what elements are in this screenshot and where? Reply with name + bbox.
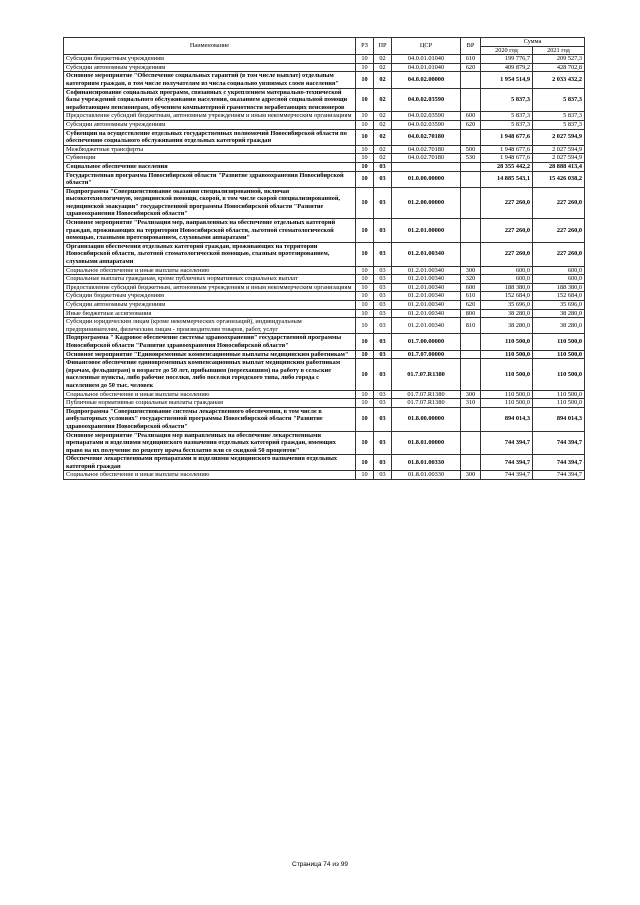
cell-name: Субсидии бюджетным учреждениям [64,55,356,64]
cell-rz: 10 [356,334,374,350]
cell-vr: 600 [461,283,481,292]
table-row [64,145,585,154]
cell-2021: 188 380,0 [533,283,585,292]
cell-csr: 01.2.01.00340 [392,309,461,318]
cell-vr [461,359,481,390]
cell-rz: 10 [356,112,374,121]
cell-vr: 500 [461,145,481,154]
table-body [64,55,585,480]
cell-vr [461,242,481,266]
cell-2021: 428 702,8 [533,63,585,72]
cell-2020: 1 954 514,9 [481,72,533,88]
cell-name: Субвенции на осуществление отдельных государственных полномочий Новосибирской области по обеспечению социального обслуживания отдельных категорий граждан [64,129,356,145]
table-row [64,55,585,64]
cell-2021: 110 500,0 [533,350,585,359]
cell-rz: 10 [356,309,374,318]
cell-rz: 10 [356,431,374,455]
cell-name: Публичные нормативные социальные выплаты гражданам [64,399,356,408]
table-row [64,63,585,72]
cell-name: Субсидии бюджетным учреждениям [64,292,356,301]
cell-csr: 01.7.00.00000 [392,334,461,350]
cell-rz: 10 [356,55,374,64]
cell-rz: 10 [356,154,374,163]
cell-csr: 04.0.02.03590 [392,88,461,112]
cell-vr: 620 [461,63,481,72]
table-row [64,162,585,171]
cell-2020: 1 948 677,6 [481,145,533,154]
table-row [64,350,585,359]
cell-pr: 03 [374,292,392,301]
cell-2020: 600,0 [481,275,533,284]
cell-2021: 110 500,0 [533,399,585,408]
cell-csr: 01.2.01.00000 [392,219,461,243]
cell-pr: 03 [374,309,392,318]
cell-2020: 199 776,7 [481,55,533,64]
cell-vr: 800 [461,309,481,318]
cell-pr: 03 [374,242,392,266]
cell-2020: 152 684,0 [481,292,533,301]
table-row [64,187,585,218]
cell-pr: 02 [374,88,392,112]
table-row [64,334,585,350]
cell-rz: 10 [356,266,374,275]
table-row [64,266,585,275]
cell-2021: 600,0 [533,266,585,275]
table-row [64,309,585,318]
cell-vr: 530 [461,154,481,163]
table-row [64,431,585,455]
table-row [64,283,585,292]
cell-csr: 01.2.01.00340 [392,275,461,284]
cell-csr: 01.2.01.00340 [392,283,461,292]
cell-pr: 02 [374,129,392,145]
cell-pr: 03 [374,171,392,187]
cell-pr: 03 [374,390,392,399]
cell-2020: 600,0 [481,266,533,275]
cell-vr: 300 [461,471,481,480]
table-row [64,112,585,121]
cell-csr: 04.0.02.70180 [392,154,461,163]
cell-pr: 03 [374,399,392,408]
cell-2021: 227 260,0 [533,242,585,266]
cell-2020: 35 696,0 [481,301,533,310]
table-row [64,171,585,187]
cell-2020: 5 837,3 [481,112,533,121]
cell-name: Подпрограмма "Совершенствование оказания специализированной, включая высокотехнологичную, медицинской помощи, скорой, в том числе скорой специализированной, медицинской эвакуации" государственной программы Новосибирской области "Развитие здравоохранения Новосибирской области" [64,187,356,218]
cell-rz: 10 [356,219,374,243]
cell-vr: 610 [461,292,481,301]
cell-rz: 10 [356,145,374,154]
table-row [64,407,585,431]
cell-pr: 02 [374,72,392,88]
cell-rz: 10 [356,359,374,390]
cell-name: Обеспечение лекарственными препаратами и изделиями медицинского назначения отдельных категорий граждан [64,455,356,471]
cell-csr: 01.8.01.00000 [392,431,461,455]
cell-csr: 01.7.07.R1380 [392,359,461,390]
cell-2020: 38 280,0 [481,318,533,334]
cell-rz: 10 [356,63,374,72]
cell-2020: 110 500,0 [481,399,533,408]
cell-pr: 03 [374,187,392,218]
cell-csr [392,162,461,171]
cell-name: Социальное обеспечение и иные выплаты населению [64,390,356,399]
cell-name: Социальное обеспечение населения [64,162,356,171]
cell-rz: 10 [356,292,374,301]
cell-pr: 02 [374,55,392,64]
cell-name: Предоставление субсидий бюджетным, автономным учреждениям и иным некоммерческим организациям [64,283,356,292]
cell-rz: 10 [356,242,374,266]
cell-name: Предоставление субсидий бюджетным, автономным учреждениям и иным некоммерческим организациям [64,112,356,121]
col-header-2020: 2020 год [481,46,533,55]
cell-2021: 2 027 594,9 [533,145,585,154]
cell-2021: 227 260,0 [533,219,585,243]
cell-csr: 01.8.01.00330 [392,471,461,480]
cell-rz: 10 [356,72,374,88]
cell-csr: 04.0.01.01040 [392,63,461,72]
cell-2021: 38 280,0 [533,309,585,318]
cell-2020: 227 260,0 [481,219,533,243]
cell-2020: 227 260,0 [481,187,533,218]
cell-vr [461,72,481,88]
cell-rz: 10 [356,88,374,112]
cell-pr: 03 [374,455,392,471]
col-header-rz: РЗ [356,38,374,55]
cell-csr: 01.8.01.00330 [392,455,461,471]
table-row [64,129,585,145]
table-row [64,390,585,399]
cell-csr: 01.2.01.00340 [392,301,461,310]
cell-name: Социальные выплаты гражданам, кроме публичных нормативных социальных выплат [64,275,356,284]
cell-pr: 02 [374,145,392,154]
table-header-row [64,38,585,47]
cell-name: Субсидии автономным учреждениям [64,120,356,129]
cell-2020: 5 837,3 [481,88,533,112]
cell-2021: 15 426 038,2 [533,171,585,187]
cell-csr: 04.0.02.70180 [392,129,461,145]
cell-rz: 10 [356,171,374,187]
cell-vr: 320 [461,275,481,284]
cell-csr: 01.7.07.00000 [392,350,461,359]
cell-2021: 2 027 594,9 [533,154,585,163]
cell-pr: 02 [374,63,392,72]
cell-2021: 28 888 413,4 [533,162,585,171]
cell-name: Субсидии юридическим лицам (кроме некоммерческих организаций), индивидуальным предпринимателям, физическим лицам - производителям товаров, работ, услуг [64,318,356,334]
cell-name: Подпрограмма "Совершенствование системы лекарственного обеспечения, в том числе в амбулаторных условиях" государственной программы Новосибирской области "Развитие здравоохранения Новосибирской области" [64,407,356,431]
cell-pr: 03 [374,266,392,275]
cell-vr [461,334,481,350]
cell-vr: 300 [461,266,481,275]
cell-2020: 227 260,0 [481,242,533,266]
cell-rz: 10 [356,390,374,399]
table-row [64,471,585,480]
cell-rz: 10 [356,455,374,471]
cell-csr: 01.8.00.00000 [392,407,461,431]
table-row [64,301,585,310]
table-row [64,242,585,266]
cell-2020: 744 394,7 [481,431,533,455]
cell-pr: 03 [374,334,392,350]
cell-name: Финансовое обеспечение единовременных компенсационных выплат медицинским работникам (врачам, фельдшерам) в возрасте до 50 лет, прибывшим (переехавшим) на работу в сельские населенные пункты, либо рабочие поселки, либо поселки городского типа, либо города с населением до 50 тыс. человек [64,359,356,390]
cell-rz: 10 [356,187,374,218]
cell-pr: 03 [374,318,392,334]
cell-vr: 610 [461,55,481,64]
cell-pr: 03 [374,162,392,171]
cell-rz: 10 [356,275,374,284]
cell-vr [461,407,481,431]
cell-2020: 409 879,2 [481,63,533,72]
cell-2021: 894 014,3 [533,407,585,431]
cell-rz: 10 [356,399,374,408]
cell-2020: 744 394,7 [481,455,533,471]
cell-2021: 5 837,3 [533,88,585,112]
cell-csr: 01.7.07.R1380 [392,390,461,399]
cell-name: Субсидии автономным учреждениям [64,63,356,72]
budget-table [63,37,585,480]
cell-2021: 209 527,3 [533,55,585,64]
cell-2021: 744 394,7 [533,455,585,471]
cell-2021: 152 684,0 [533,292,585,301]
cell-vr [461,129,481,145]
col-header-pr: ПР [374,38,392,55]
cell-name: Основное мероприятие "Единовременные компенсационные выплаты медицинским работникам" [64,350,356,359]
cell-vr [461,350,481,359]
cell-2021: 110 500,0 [533,334,585,350]
cell-vr [461,88,481,112]
cell-2021: 38 280,0 [533,318,585,334]
cell-csr: 01.2.01.00340 [392,266,461,275]
cell-name: Социальное обеспечение и иные выплаты населению [64,471,356,480]
cell-2020: 110 500,0 [481,350,533,359]
cell-name: Субсидии автономным учреждениям [64,301,356,310]
cell-csr: 04.0.01.01040 [392,55,461,64]
col-header-name: Наименование [64,38,356,55]
cell-csr: 04.0.02.03590 [392,120,461,129]
cell-vr [461,162,481,171]
table-row [64,399,585,408]
cell-pr: 02 [374,120,392,129]
cell-2020: 28 355 442,2 [481,162,533,171]
cell-2021: 600,0 [533,275,585,284]
cell-csr: 04.0.02.00000 [392,72,461,88]
cell-rz: 10 [356,301,374,310]
cell-rz: 10 [356,129,374,145]
cell-pr: 03 [374,359,392,390]
cell-pr: 03 [374,219,392,243]
cell-rz: 10 [356,283,374,292]
cell-rz: 10 [356,471,374,480]
cell-2020: 110 500,0 [481,390,533,399]
cell-csr: 01.2.00.00000 [392,187,461,218]
cell-name: Социальное обеспечение и иные выплаты населению [64,266,356,275]
cell-2021: 2 033 432,2 [533,72,585,88]
cell-name: Межбюджетные трансферты [64,145,356,154]
cell-2020: 38 280,0 [481,309,533,318]
col-header-vr: ВР [461,38,481,55]
cell-2021: 227 260,0 [533,187,585,218]
cell-2020: 894 014,3 [481,407,533,431]
cell-name: Софинансирование социальных программ, связанных с укреплением материально-технической базы учреждений социального обслуживания населения, оказанием адресной социальной помощи неработающим пенсионерам, обучением компьютерной грамотности неработающих пенсионеров [64,88,356,112]
cell-pr: 03 [374,275,392,284]
cell-vr: 620 [461,120,481,129]
table-row [64,219,585,243]
page-number: Страница 74 из 99 [292,861,348,868]
col-header-sum: Сумма [481,38,585,47]
col-header-2021: 2021 год [533,46,585,55]
cell-vr: 810 [461,318,481,334]
cell-csr: 04.0.02.70180 [392,145,461,154]
table-row [64,455,585,471]
table-row [64,120,585,129]
cell-name: Основное мероприятие "Обеспечение социальных гарантий (в том числе выплат) отдельным категориям граждан, в том числе получателям из числа социально уязвимых слоев населения" [64,72,356,88]
table-row [64,88,585,112]
cell-2021: 744 394,7 [533,431,585,455]
cell-csr: 01.2.01.00340 [392,318,461,334]
cell-name: Основное мероприятие "Реализация мер направленных на обеспечение лекарственными препаратами и изделиями медицинского назначения отдельных категорий граждан, имеющих право на их получение по рецепту врача бесплатно или со скидкой 50 процентов" [64,431,356,455]
cell-pr: 02 [374,112,392,121]
cell-pr: 03 [374,471,392,480]
cell-2021: 5 837,3 [533,120,585,129]
cell-2020: 1 948 677,6 [481,129,533,145]
cell-csr: 01.2.01.00340 [392,292,461,301]
cell-vr [461,187,481,218]
cell-2021: 110 500,0 [533,359,585,390]
cell-2021: 5 837,3 [533,112,585,121]
cell-vr: 600 [461,112,481,121]
cell-csr: 01.2.01.00340 [392,242,461,266]
cell-2021: 2 027 594,9 [533,129,585,145]
cell-2020: 1 948 677,6 [481,154,533,163]
cell-rz: 10 [356,318,374,334]
table-row [64,275,585,284]
col-header-csr: ЦСР [392,38,461,55]
cell-vr [461,431,481,455]
cell-rz: 10 [356,407,374,431]
cell-vr [461,219,481,243]
cell-csr: 04.0.02.03590 [392,112,461,121]
cell-vr [461,455,481,471]
cell-rz: 10 [356,162,374,171]
cell-pr: 02 [374,154,392,163]
cell-pr: 03 [374,407,392,431]
cell-pr: 03 [374,283,392,292]
cell-name: Основное мероприятие "Реализация мер, направленных на обеспечение отдельных категорий граждан, проживающих на территории Новосибирской области, льготной стоматологической помощью, глазными протезированием, слуховыми аппаратами" [64,219,356,243]
cell-2021: 110 500,0 [533,390,585,399]
cell-name: Государственная программа Новосибирской области "Развитие здравоохранения Новосибирской области" [64,171,356,187]
cell-csr: 01.7.07.R1380 [392,399,461,408]
cell-name: Организация обеспечения отдельных категорий граждан, проживающих на территории Новосибирской области, льготной стоматологической помощью, глазным протезированием, слуховыми аппаратами [64,242,356,266]
cell-2020: 14 885 543,1 [481,171,533,187]
cell-rz: 10 [356,350,374,359]
cell-2020: 188 380,0 [481,283,533,292]
cell-2020: 744 394,7 [481,471,533,480]
cell-name: Подпрограмма " Кадровое обеспечение системы здравоохранения" государственной программы Новосибирской области "Развитие здравоохранения Новосибирской области" [64,334,356,350]
cell-vr: 310 [461,399,481,408]
cell-pr: 03 [374,431,392,455]
table-row [64,359,585,390]
cell-csr: 01.0.00.00000 [392,171,461,187]
cell-vr [461,171,481,187]
cell-rz: 10 [356,120,374,129]
cell-2020: 5 837,3 [481,120,533,129]
cell-2021: 744 394,7 [533,471,585,480]
cell-pr: 03 [374,301,392,310]
table-row [64,72,585,88]
table-row [64,154,585,163]
cell-vr: 300 [461,390,481,399]
table-row [64,292,585,301]
cell-name: Иные бюджетные ассигнования [64,309,356,318]
table-row [64,318,585,334]
cell-2020: 110 500,0 [481,334,533,350]
cell-name: Субвенции [64,154,356,163]
cell-vr: 620 [461,301,481,310]
cell-2020: 110 500,0 [481,359,533,390]
cell-pr: 03 [374,350,392,359]
cell-2021: 35 696,0 [533,301,585,310]
